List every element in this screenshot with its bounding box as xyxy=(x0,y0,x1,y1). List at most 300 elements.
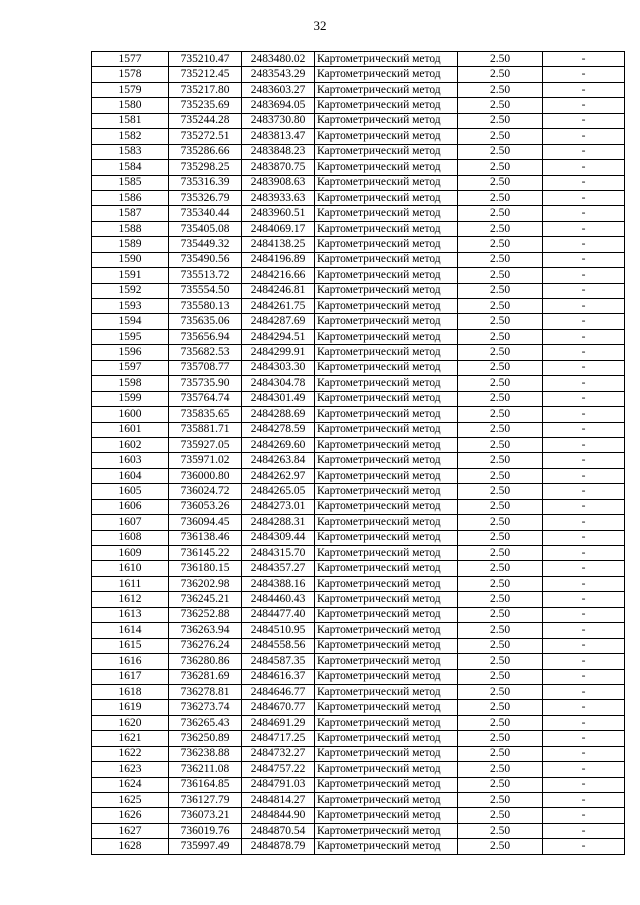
x-coordinate-cell: 736281.69 xyxy=(169,669,242,684)
y-coordinate-cell: 2484477.40 xyxy=(242,607,315,622)
y-coordinate-cell: 2484138.25 xyxy=(242,237,315,252)
table-row xyxy=(92,546,625,561)
method-cell: Картометрический метод xyxy=(315,669,458,684)
accuracy-cell: 2.50 xyxy=(458,530,543,545)
method-cell: Картометрический метод xyxy=(315,360,458,375)
method-cell: Картометрический метод xyxy=(315,237,458,252)
point-number-cell: 1600 xyxy=(92,407,169,422)
y-coordinate-cell: 2484357.27 xyxy=(242,561,315,576)
description-cell: - xyxy=(543,144,625,159)
point-number-cell: 1585 xyxy=(92,175,169,190)
accuracy-cell: 2.50 xyxy=(458,669,543,684)
method-cell: Картометрический метод xyxy=(315,777,458,792)
description-cell: - xyxy=(543,422,625,437)
description-cell: - xyxy=(543,592,625,607)
method-cell: Картометрический метод xyxy=(315,546,458,561)
point-number-cell: 1628 xyxy=(92,839,169,854)
table-row xyxy=(92,314,625,329)
point-number-cell: 1627 xyxy=(92,823,169,838)
y-coordinate-cell: 2483730.80 xyxy=(242,113,315,128)
accuracy-cell: 2.50 xyxy=(458,175,543,190)
y-coordinate-cell: 2484388.16 xyxy=(242,576,315,591)
x-coordinate-cell: 735764.74 xyxy=(169,391,242,406)
point-number-cell: 1617 xyxy=(92,669,169,684)
method-cell: Картометрический метод xyxy=(315,329,458,344)
method-cell: Картометрический метод xyxy=(315,638,458,653)
y-coordinate-cell: 2483933.63 xyxy=(242,190,315,205)
x-coordinate-cell: 735286.66 xyxy=(169,144,242,159)
table-row xyxy=(92,839,625,854)
table-row xyxy=(92,190,625,205)
x-coordinate-cell: 736252.88 xyxy=(169,607,242,622)
point-number-cell: 1592 xyxy=(92,283,169,298)
accuracy-cell: 2.50 xyxy=(458,762,543,777)
y-coordinate-cell: 2484294.51 xyxy=(242,329,315,344)
table-row xyxy=(92,607,625,622)
x-coordinate-cell: 736000.80 xyxy=(169,468,242,483)
accuracy-cell: 2.50 xyxy=(458,453,543,468)
table-row xyxy=(92,283,625,298)
accuracy-cell: 2.50 xyxy=(458,777,543,792)
method-cell: Картометрический метод xyxy=(315,746,458,761)
description-cell: - xyxy=(543,484,625,499)
accuracy-cell: 2.50 xyxy=(458,546,543,561)
accuracy-cell: 2.50 xyxy=(458,437,543,452)
x-coordinate-cell: 736238.88 xyxy=(169,746,242,761)
accuracy-cell: 2.50 xyxy=(458,237,543,252)
description-cell: - xyxy=(543,360,625,375)
y-coordinate-cell: 2484558.56 xyxy=(242,638,315,653)
description-cell: - xyxy=(543,52,625,67)
method-cell: Картометрический метод xyxy=(315,530,458,545)
table-row xyxy=(92,98,625,113)
accuracy-cell: 2.50 xyxy=(458,190,543,205)
point-number-cell: 1595 xyxy=(92,329,169,344)
accuracy-cell: 2.50 xyxy=(458,607,543,622)
method-cell: Картометрический метод xyxy=(315,823,458,838)
accuracy-cell: 2.50 xyxy=(458,221,543,236)
point-number-cell: 1604 xyxy=(92,468,169,483)
table-row xyxy=(92,561,625,576)
method-cell: Картометрический метод xyxy=(315,314,458,329)
description-cell: - xyxy=(543,700,625,715)
table-row xyxy=(92,82,625,97)
point-number-cell: 1582 xyxy=(92,129,169,144)
y-coordinate-cell: 2484265.05 xyxy=(242,484,315,499)
accuracy-cell: 2.50 xyxy=(458,252,543,267)
method-cell: Картометрический метод xyxy=(315,190,458,205)
x-coordinate-cell: 736127.79 xyxy=(169,793,242,808)
point-number-cell: 1598 xyxy=(92,376,169,391)
y-coordinate-cell: 2483694.05 xyxy=(242,98,315,113)
accuracy-cell: 2.50 xyxy=(458,592,543,607)
table-row xyxy=(92,422,625,437)
accuracy-cell: 2.50 xyxy=(458,731,543,746)
description-cell: - xyxy=(543,823,625,838)
y-coordinate-cell: 2484587.35 xyxy=(242,654,315,669)
y-coordinate-cell: 2484670.77 xyxy=(242,700,315,715)
description-cell: - xyxy=(543,746,625,761)
point-number-cell: 1608 xyxy=(92,530,169,545)
x-coordinate-cell: 735927.05 xyxy=(169,437,242,452)
coordinates-table-body xyxy=(92,52,625,855)
y-coordinate-cell: 2484196.89 xyxy=(242,252,315,267)
method-cell: Картометрический метод xyxy=(315,391,458,406)
accuracy-cell: 2.50 xyxy=(458,638,543,653)
accuracy-cell: 2.50 xyxy=(458,129,543,144)
method-cell: Картометрический метод xyxy=(315,376,458,391)
accuracy-cell: 2.50 xyxy=(458,407,543,422)
y-coordinate-cell: 2483603.27 xyxy=(242,82,315,97)
method-cell: Картометрический метод xyxy=(315,453,458,468)
description-cell: - xyxy=(543,546,625,561)
description-cell: - xyxy=(543,453,625,468)
method-cell: Картометрический метод xyxy=(315,499,458,514)
point-number-cell: 1614 xyxy=(92,623,169,638)
description-cell: - xyxy=(543,499,625,514)
y-coordinate-cell: 2484791.03 xyxy=(242,777,315,792)
x-coordinate-cell: 736245.21 xyxy=(169,592,242,607)
description-cell: - xyxy=(543,638,625,653)
table-row xyxy=(92,453,625,468)
table-row xyxy=(92,437,625,452)
description-cell: - xyxy=(543,190,625,205)
x-coordinate-cell: 736094.45 xyxy=(169,515,242,530)
method-cell: Картометрический метод xyxy=(315,793,458,808)
method-cell: Картометрический метод xyxy=(315,221,458,236)
point-number-cell: 1616 xyxy=(92,654,169,669)
point-number-cell: 1588 xyxy=(92,221,169,236)
table-row xyxy=(92,329,625,344)
y-coordinate-cell: 2484315.70 xyxy=(242,546,315,561)
description-cell: - xyxy=(543,607,625,622)
point-number-cell: 1586 xyxy=(92,190,169,205)
method-cell: Картометрический метод xyxy=(315,654,458,669)
x-coordinate-cell: 735272.51 xyxy=(169,129,242,144)
accuracy-cell: 2.50 xyxy=(458,422,543,437)
description-cell: - xyxy=(543,468,625,483)
table-row xyxy=(92,376,625,391)
page-number: 32 xyxy=(313,18,327,33)
description-cell: - xyxy=(543,252,625,267)
y-coordinate-cell: 2483870.75 xyxy=(242,160,315,175)
method-cell: Картометрический метод xyxy=(315,731,458,746)
accuracy-cell: 2.50 xyxy=(458,823,543,838)
y-coordinate-cell: 2484273.01 xyxy=(242,499,315,514)
x-coordinate-cell: 736273.74 xyxy=(169,700,242,715)
method-cell: Картометрический метод xyxy=(315,515,458,530)
table-row xyxy=(92,345,625,360)
table-row xyxy=(92,237,625,252)
y-coordinate-cell: 2484287.69 xyxy=(242,314,315,329)
method-cell: Картометрический метод xyxy=(315,839,458,854)
method-cell: Картометрический метод xyxy=(315,762,458,777)
description-cell: - xyxy=(543,839,625,854)
description-cell: - xyxy=(543,777,625,792)
point-number-cell: 1626 xyxy=(92,808,169,823)
accuracy-cell: 2.50 xyxy=(458,268,543,283)
description-cell: - xyxy=(543,623,625,638)
x-coordinate-cell: 735997.49 xyxy=(169,839,242,854)
method-cell: Картометрический метод xyxy=(315,484,458,499)
y-coordinate-cell: 2484616.37 xyxy=(242,669,315,684)
x-coordinate-cell: 736145.22 xyxy=(169,546,242,561)
x-coordinate-cell: 736180.15 xyxy=(169,561,242,576)
method-cell: Картометрический метод xyxy=(315,129,458,144)
method-cell: Картометрический метод xyxy=(315,144,458,159)
description-cell: - xyxy=(543,329,625,344)
y-coordinate-cell: 2484870.54 xyxy=(242,823,315,838)
y-coordinate-cell: 2484301.49 xyxy=(242,391,315,406)
table-row xyxy=(92,175,625,190)
x-coordinate-cell: 735656.94 xyxy=(169,329,242,344)
method-cell: Картометрический метод xyxy=(315,160,458,175)
point-number-cell: 1609 xyxy=(92,546,169,561)
description-cell: - xyxy=(543,561,625,576)
point-number-cell: 1612 xyxy=(92,592,169,607)
point-number-cell: 1620 xyxy=(92,715,169,730)
table-row xyxy=(92,299,625,314)
method-cell: Картометрический метод xyxy=(315,407,458,422)
y-coordinate-cell: 2484288.69 xyxy=(242,407,315,422)
table-row xyxy=(92,700,625,715)
point-number-cell: 1624 xyxy=(92,777,169,792)
table-row xyxy=(92,206,625,221)
y-coordinate-cell: 2484299.91 xyxy=(242,345,315,360)
accuracy-cell: 2.50 xyxy=(458,160,543,175)
accuracy-cell: 2.50 xyxy=(458,113,543,128)
y-coordinate-cell: 2484262.97 xyxy=(242,468,315,483)
point-number-cell: 1599 xyxy=(92,391,169,406)
table-row xyxy=(92,160,625,175)
y-coordinate-cell: 2484246.81 xyxy=(242,283,315,298)
x-coordinate-cell: 735971.02 xyxy=(169,453,242,468)
accuracy-cell: 2.50 xyxy=(458,746,543,761)
point-number-cell: 1625 xyxy=(92,793,169,808)
point-number-cell: 1589 xyxy=(92,237,169,252)
method-cell: Картометрический метод xyxy=(315,52,458,67)
method-cell: Картометрический метод xyxy=(315,437,458,452)
description-cell: - xyxy=(543,160,625,175)
table-row xyxy=(92,221,625,236)
method-cell: Картометрический метод xyxy=(315,98,458,113)
x-coordinate-cell: 736202.98 xyxy=(169,576,242,591)
table-row xyxy=(92,762,625,777)
table-row xyxy=(92,113,625,128)
x-coordinate-cell: 735326.79 xyxy=(169,190,242,205)
x-coordinate-cell: 736073.21 xyxy=(169,808,242,823)
description-cell: - xyxy=(543,221,625,236)
table-row xyxy=(92,793,625,808)
table-row xyxy=(92,731,625,746)
accuracy-cell: 2.50 xyxy=(458,299,543,314)
accuracy-cell: 2.50 xyxy=(458,808,543,823)
point-number-cell: 1581 xyxy=(92,113,169,128)
x-coordinate-cell: 735490.56 xyxy=(169,252,242,267)
accuracy-cell: 2.50 xyxy=(458,576,543,591)
accuracy-cell: 2.50 xyxy=(458,515,543,530)
point-number-cell: 1593 xyxy=(92,299,169,314)
point-number-cell: 1610 xyxy=(92,561,169,576)
x-coordinate-cell: 736280.86 xyxy=(169,654,242,669)
point-number-cell: 1578 xyxy=(92,67,169,82)
accuracy-cell: 2.50 xyxy=(458,499,543,514)
y-coordinate-cell: 2484278.59 xyxy=(242,422,315,437)
y-coordinate-cell: 2484691.29 xyxy=(242,715,315,730)
point-number-cell: 1579 xyxy=(92,82,169,97)
point-number-cell: 1611 xyxy=(92,576,169,591)
accuracy-cell: 2.50 xyxy=(458,654,543,669)
method-cell: Картометрический метод xyxy=(315,808,458,823)
accuracy-cell: 2.50 xyxy=(458,67,543,82)
accuracy-cell: 2.50 xyxy=(458,376,543,391)
point-number-cell: 1584 xyxy=(92,160,169,175)
x-coordinate-cell: 736278.81 xyxy=(169,684,242,699)
y-coordinate-cell: 2484757.22 xyxy=(242,762,315,777)
point-number-cell: 1603 xyxy=(92,453,169,468)
accuracy-cell: 2.50 xyxy=(458,623,543,638)
method-cell: Картометрический метод xyxy=(315,67,458,82)
method-cell: Картометрический метод xyxy=(315,592,458,607)
accuracy-cell: 2.50 xyxy=(458,793,543,808)
method-cell: Картометрический метод xyxy=(315,700,458,715)
y-coordinate-cell: 2483813.47 xyxy=(242,129,315,144)
y-coordinate-cell: 2484288.31 xyxy=(242,515,315,530)
point-number-cell: 1605 xyxy=(92,484,169,499)
point-number-cell: 1615 xyxy=(92,638,169,653)
x-coordinate-cell: 735554.50 xyxy=(169,283,242,298)
point-number-cell: 1596 xyxy=(92,345,169,360)
y-coordinate-cell: 2483480.02 xyxy=(242,52,315,67)
table-row xyxy=(92,144,625,159)
accuracy-cell: 2.50 xyxy=(458,715,543,730)
description-cell: - xyxy=(543,345,625,360)
x-coordinate-cell: 736265.43 xyxy=(169,715,242,730)
method-cell: Картометрический метод xyxy=(315,468,458,483)
y-coordinate-cell: 2483960.51 xyxy=(242,206,315,221)
accuracy-cell: 2.50 xyxy=(458,82,543,97)
method-cell: Картометрический метод xyxy=(315,268,458,283)
table-row xyxy=(92,684,625,699)
method-cell: Картометрический метод xyxy=(315,206,458,221)
table-row xyxy=(92,530,625,545)
description-cell: - xyxy=(543,299,625,314)
description-cell: - xyxy=(543,762,625,777)
x-coordinate-cell: 736263.94 xyxy=(169,623,242,638)
method-cell: Картометрический метод xyxy=(315,576,458,591)
x-coordinate-cell: 736053.26 xyxy=(169,499,242,514)
method-cell: Картометрический метод xyxy=(315,113,458,128)
method-cell: Картометрический метод xyxy=(315,82,458,97)
x-coordinate-cell: 735580.13 xyxy=(169,299,242,314)
x-coordinate-cell: 735316.39 xyxy=(169,175,242,190)
x-coordinate-cell: 736276.24 xyxy=(169,638,242,653)
x-coordinate-cell: 736250.89 xyxy=(169,731,242,746)
method-cell: Картометрический метод xyxy=(315,283,458,298)
y-coordinate-cell: 2483543.29 xyxy=(242,67,315,82)
description-cell: - xyxy=(543,407,625,422)
x-coordinate-cell: 735235.69 xyxy=(169,98,242,113)
table-row xyxy=(92,268,625,283)
accuracy-cell: 2.50 xyxy=(458,684,543,699)
description-cell: - xyxy=(543,437,625,452)
method-cell: Картометрический метод xyxy=(315,422,458,437)
description-cell: - xyxy=(543,206,625,221)
table-row xyxy=(92,669,625,684)
y-coordinate-cell: 2484510.95 xyxy=(242,623,315,638)
table-row xyxy=(92,808,625,823)
table-row xyxy=(92,777,625,792)
table-row xyxy=(92,623,625,638)
accuracy-cell: 2.50 xyxy=(458,144,543,159)
description-cell: - xyxy=(543,515,625,530)
table-row xyxy=(92,638,625,653)
description-cell: - xyxy=(543,67,625,82)
table-row xyxy=(92,576,625,591)
description-cell: - xyxy=(543,793,625,808)
table-row xyxy=(92,715,625,730)
point-number-cell: 1594 xyxy=(92,314,169,329)
description-cell: - xyxy=(543,98,625,113)
table-row xyxy=(92,823,625,838)
point-number-cell: 1597 xyxy=(92,360,169,375)
description-cell: - xyxy=(543,268,625,283)
method-cell: Картометрический метод xyxy=(315,175,458,190)
accuracy-cell: 2.50 xyxy=(458,484,543,499)
point-number-cell: 1580 xyxy=(92,98,169,113)
point-number-cell: 1621 xyxy=(92,731,169,746)
table-row xyxy=(92,52,625,67)
y-coordinate-cell: 2484717.25 xyxy=(242,731,315,746)
y-coordinate-cell: 2484814.27 xyxy=(242,793,315,808)
x-coordinate-cell: 735735.90 xyxy=(169,376,242,391)
y-coordinate-cell: 2484303.30 xyxy=(242,360,315,375)
accuracy-cell: 2.50 xyxy=(458,314,543,329)
x-coordinate-cell: 735835.65 xyxy=(169,407,242,422)
description-cell: - xyxy=(543,113,625,128)
x-coordinate-cell: 736019.76 xyxy=(169,823,242,838)
point-number-cell: 1577 xyxy=(92,52,169,67)
x-coordinate-cell: 736024.72 xyxy=(169,484,242,499)
description-cell: - xyxy=(543,731,625,746)
accuracy-cell: 2.50 xyxy=(458,52,543,67)
y-coordinate-cell: 2484844.90 xyxy=(242,808,315,823)
description-cell: - xyxy=(543,314,625,329)
point-number-cell: 1606 xyxy=(92,499,169,514)
y-coordinate-cell: 2484069.17 xyxy=(242,221,315,236)
description-cell: - xyxy=(543,808,625,823)
point-number-cell: 1622 xyxy=(92,746,169,761)
y-coordinate-cell: 2484304.78 xyxy=(242,376,315,391)
x-coordinate-cell: 735244.28 xyxy=(169,113,242,128)
table-row xyxy=(92,515,625,530)
table-row xyxy=(92,391,625,406)
point-number-cell: 1613 xyxy=(92,607,169,622)
method-cell: Картометрический метод xyxy=(315,345,458,360)
x-coordinate-cell: 735405.08 xyxy=(169,221,242,236)
x-coordinate-cell: 735217.80 xyxy=(169,82,242,97)
point-number-cell: 1619 xyxy=(92,700,169,715)
table-row xyxy=(92,592,625,607)
y-coordinate-cell: 2484646.77 xyxy=(242,684,315,699)
accuracy-cell: 2.50 xyxy=(458,98,543,113)
x-coordinate-cell: 735708.77 xyxy=(169,360,242,375)
description-cell: - xyxy=(543,654,625,669)
y-coordinate-cell: 2484269.60 xyxy=(242,437,315,452)
description-cell: - xyxy=(543,82,625,97)
description-cell: - xyxy=(543,175,625,190)
method-cell: Картометрический метод xyxy=(315,684,458,699)
